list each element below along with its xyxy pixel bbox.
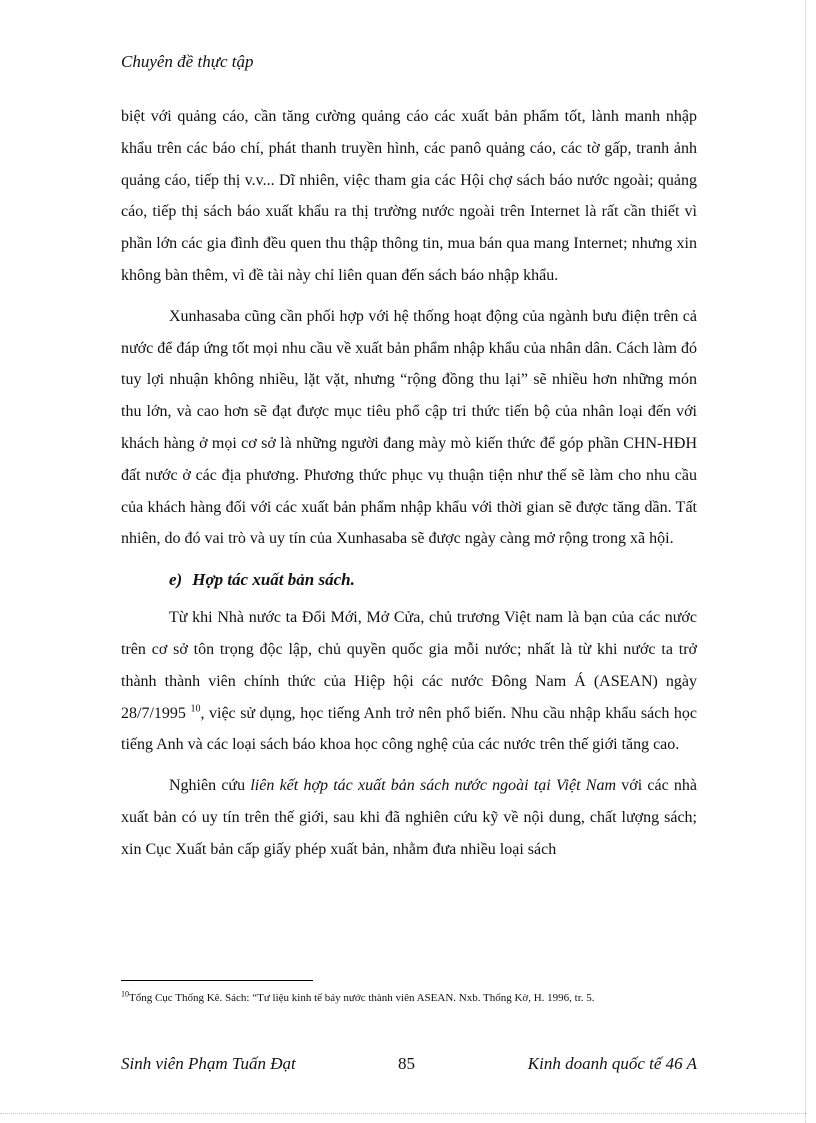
footnote-number: 10 [121,989,129,999]
footnote-separator [121,980,313,981]
paragraph-4-emphasis: liên kết hợp tác xuất bản sách nước ngoài tại Việt Nam [250,777,616,795]
paragraph-4-lead: Nghiên cứu [169,777,246,795]
paragraph-2: Xunhasaba cũng cần phối hợp với hệ thống hoạt động của ngành bưu điện trên cả nước để đáp ứng tốt mọi nhu cầu về xuất bản phẩm nhập khẩu của nhân dân. Cách làm đó tuy lợi nhuận không nhiều, lặt vặt, nhưng “rộng đồng thu lại” sẽ nhiều hơn những món thu lớn, và cao hơn sẽ đạt được mục tiêu phổ cập tri thức tiến bộ của nhân loại đến với khách hàng ở mọi cơ sở là những người đang mày mò kiến thức để góp phần CHN-HĐH đất nước ở các địa phương. Phương thức phục vụ thuận tiện như thế sẽ làm cho nhu cầu của khách hàng đối với các xuất bản phẩm nhập khẩu với thời gian sẽ được tăng dần. Tất nhiên, do đó vai trò và uy tín của Xunhasaba sẽ được ngày càng mở rộng trong xã hội. [121,307,697,548]
document-body [121,101,697,866]
section-letter: e) [169,570,183,590]
page-bottom-edge [0,1113,806,1114]
footnote [121,991,697,1006]
footer-class-name: Kinh doanh quốc tế 46 A [527,1054,697,1073]
paragraph-3-continued: , việc sử dụng, học tiếng Anh trở nên phổ biến. Nhu cầu nhập khẩu sách học tiếng Anh và các loại sách báo khoa học công nghệ của các nước trên thế giới tăng cao. [121,704,698,754]
paragraph-4 [121,770,697,865]
paragraph-4-rest: với các nhà xuất bản có uy tín trên thế giới, sau khi đã nghiên cứu kỹ về nội dung, chất lượng sách; xin Cục Xuất bản cấp giấy phép xuất bản, nhằm đưa nhiều loại sách [121,777,698,858]
footnote-text: Tổng Cục Thống Kê. Sách: “Tư liệu kinh tế bảy nước thành viên ASEAN. Nxb. Thống Kờ, H. 1996, tr. 5. [129,992,595,1004]
page-number: 85 [398,1054,415,1073]
paragraph-3 [121,602,697,761]
section-title: Hợp tác xuất bản sách. [192,570,355,590]
running-header: Chuyên đề thực tập [121,52,254,71]
section-heading [169,566,697,594]
footnote-ref[interactable]: 10 [190,703,201,715]
footer-student-name: Sinh viên Phạm Tuấn Đạt [121,1054,296,1073]
paragraph-3-text: Từ khi Nhà nước ta Đổi Mới, Mở Cửa, chủ trương Việt nam là bạn của các nước trên cơ sở tôn trọng độc lập, chủ quyền quốc gia mỗi nước; nhất là từ khi nước ta trở thành thành viên chính thức của Hiệp hội các nước Đông Nam Á (ASEAN) ngày 28/7/1995 [121,609,697,722]
page-right-edge [805,0,806,1123]
paragraph-1: biệt với quảng cáo, cần tăng cường quảng cáo các xuất bản phẩm tốt, lành manh nhập khẩu trên các báo chí, phát thanh truyền hình, các panô quảng cáo, các tờ gấp, tranh ảnh quảng cáo, tiếp thị v.v... Dĩ nhiên, việc tham gia các Hội chợ sách báo nước ngoài; quảng cáo, tiếp thị sách báo xuất khẩu ra thị trường nước ngoài trên Internet là rất cần thiết vì phần lớn các gia đình đều quen thu thập thông tin, mua bán qua mang Internet; nhưng xin không bàn thêm, vì đề tài này chỉ liên quan đến sách báo nhập khẩu. [121,108,697,284]
